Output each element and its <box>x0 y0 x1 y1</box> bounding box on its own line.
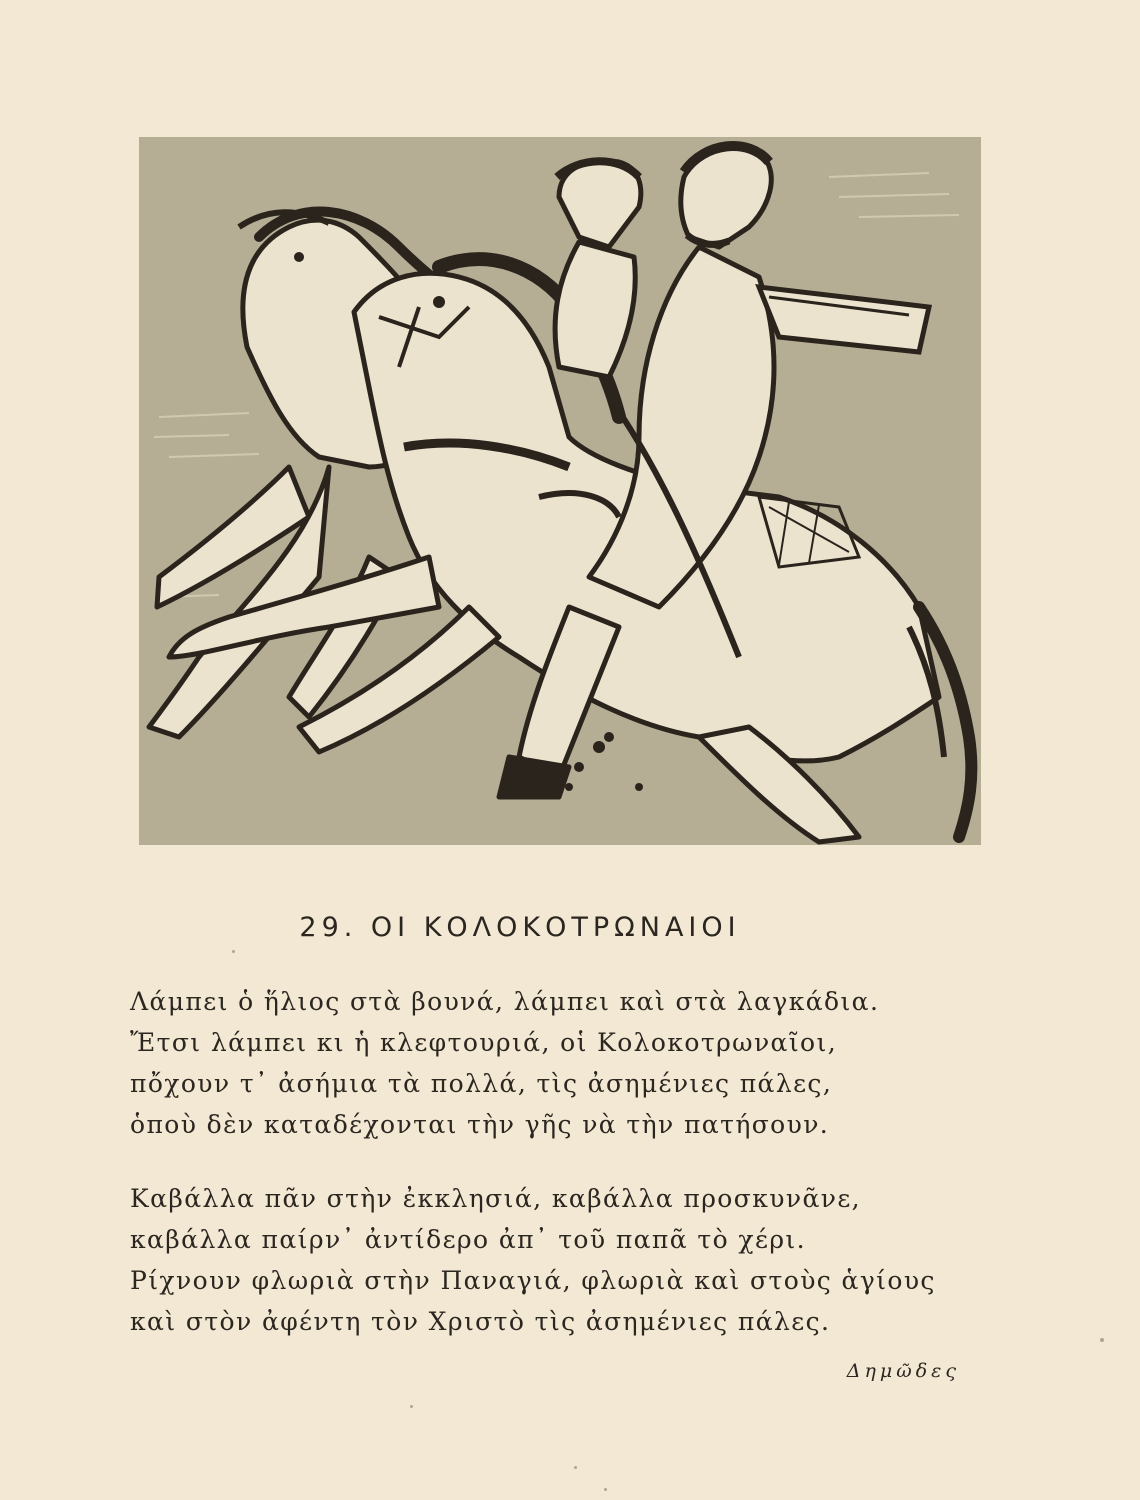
flower-sprigs <box>565 732 643 791</box>
paper-speck <box>1100 1338 1104 1342</box>
poem-line: καβάλλα παίρν᾽ ἀντίδερο ἀπ᾽ τοῦ παπᾶ τὸ χέρι. <box>130 1225 806 1254</box>
woodcut-illustration <box>139 137 981 845</box>
stanza-1 <box>130 981 1010 1145</box>
paper-speck <box>232 950 235 953</box>
rear-rider <box>555 161 641 377</box>
poem-line: Καβάλλα πᾶν στὴν ἐκκλησιά, καβάλλα προσκυνᾶνε, <box>130 1184 862 1213</box>
rifle <box>759 287 929 352</box>
poem-line: Λάμπει ὁ ἥλιος στὰ βουνά, λάμπει καὶ στὰ λαγκάδια. <box>130 987 880 1016</box>
poem-line: ὁποὺ δὲν καταδέχονται τὴν γῆς νὰ τὴν πατήσουν. <box>130 1110 830 1139</box>
poem-title: 29. ΟΙ ΚΟΛΟΚΟΤΡΩΝΑΙΟΙ <box>299 912 741 943</box>
stanza-2 <box>130 1178 1010 1342</box>
horsemen-woodcut-drawing <box>139 137 981 845</box>
front-horse-eye <box>433 296 445 308</box>
poem-line: πὄχουν τ᾽ ἀσήμια τὰ πολλά, τὶς ἀσημένιες πάλες, <box>130 1069 833 1098</box>
poem-line: Ρίχνουν φλωριὰ στὴν Παναγιά, φλωριὰ καὶ στοὺς ἁγίους <box>130 1266 936 1295</box>
paper-speck <box>574 1466 577 1469</box>
rear-horse-eye <box>294 252 304 262</box>
paper-speck <box>604 1488 607 1491</box>
poem-line: Ἔτσι λάμπει κι ἡ κλεφτουριά, οἱ Κολοκοτρωναῖοι, <box>130 1028 838 1057</box>
poem-attribution: Δημῶδες <box>846 1360 960 1382</box>
paper-speck <box>410 1405 413 1408</box>
poem-line: καὶ στὸν ἀφέντη τὸν Χριστὸ τὶς ἀσημένιες πάλες. <box>130 1307 831 1336</box>
